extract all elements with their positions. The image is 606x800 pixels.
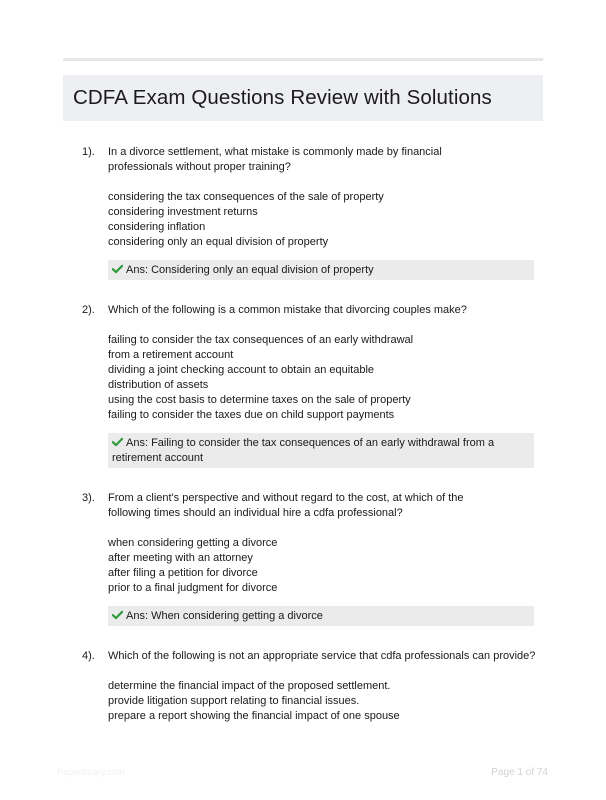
option-item: when considering getting a divorce [108,537,278,549]
question-text [108,303,538,318]
option-item: failing to consider the tax consequences of an early withdrawal [108,334,414,346]
option-item: after filing a petition for divorce [108,567,258,579]
answer-box [108,260,534,280]
option-item: dividing a joint checking account to obtain an equitable [108,364,375,376]
option-item: considering the tax consequences of the sale of property [108,191,384,203]
option-list [108,679,538,724]
answer-text: Ans: Considering only an equal division of property [126,264,374,276]
question-text-line: In a divorce settlement, what mistake is commonly made by financial [108,146,442,158]
question-text [108,491,538,521]
option-item: considering investment returns [108,206,258,218]
question-number: 4). [82,650,95,662]
page-number: Page 1 of 74 [491,767,548,778]
question-number: 1). [82,146,95,158]
option-item: distribution of assets [108,379,209,391]
option-item: determine the financial impact of the proposed settlement. [108,680,391,692]
option-item: failing to consider the taxes due on child support payments [108,409,395,421]
option-item: provide litigation support relating to financial issues. [108,695,360,707]
checkmark-icon [112,610,123,620]
answer-box [108,606,534,626]
option-item: prepare a report showing the financial impact of one spouse [108,710,400,722]
option-item: considering only an equal division of property [108,236,329,248]
checkmark-icon [112,264,123,274]
question-text [108,649,538,664]
question-text-line: Which of the following is a common mistake that divorcing couples make? [108,304,467,316]
question-number: 2). [82,304,95,316]
option-list [108,333,538,423]
option-item: considering inflation [108,221,206,233]
option-item: using the cost basis to determine taxes on the sale of property [108,394,411,406]
checkmark-icon [112,437,123,447]
question-text-line: Which of the following is not an appropriate service that cdfa professionals can provide? [108,650,536,662]
page-title: CDFA Exam Questions Review with Solutions [73,86,492,109]
option-item: from a retirement account [108,349,234,361]
answer-line [112,609,528,624]
question-text-line: professionals without proper training? [108,161,291,173]
question-text-line: following times should an individual hire a cdfa professional? [108,507,403,519]
option-item: prior to a final judgment for divorce [108,582,278,594]
option-list [108,190,538,250]
footer-site-watermark: Paperlibrary.com [57,767,125,777]
answer-line [112,263,528,278]
option-item: after meeting with an attorney [108,552,253,564]
answer-box [108,433,534,468]
answer-text: Ans: When considering getting a divorce [126,610,323,622]
question-text [108,145,538,175]
answer-line: retirement account [112,452,204,464]
answer-text: Ans: Failing to consider the tax consequences of an early withdrawal from a [126,437,495,449]
answer-line [112,436,528,451]
title-banner [63,75,543,121]
top-divider [63,58,543,61]
question-text-line: From a client's perspective and without regard to the cost, at which of the [108,492,464,504]
option-list [108,536,538,596]
question-number: 3). [82,492,95,504]
